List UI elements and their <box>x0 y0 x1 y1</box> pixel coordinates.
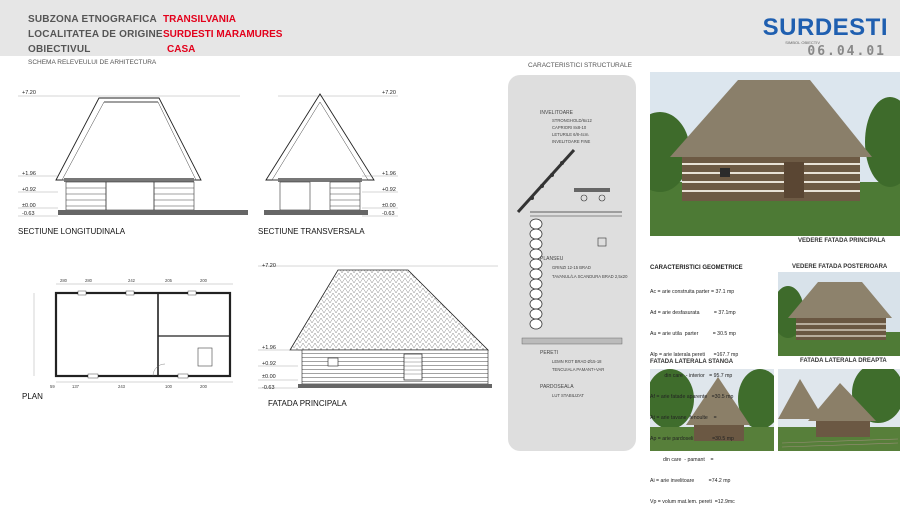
level-196: +1.96 <box>22 171 36 177</box>
geometry-line: Ad = arie desfasurata = 37.1mp <box>650 310 736 316</box>
plan-dim-bottom-5: 200 <box>200 384 207 389</box>
level-000-trans: ±0.00 <box>382 203 396 209</box>
geometry-line: Vp = volum mat.lem. pereti =12.9mc <box>650 499 735 505</box>
brand-subtitle: SIMBOL OBIECTIV <box>785 40 820 45</box>
geometry-line: din care - pamant = <box>650 457 714 463</box>
pereti-item-2: TENCUIALA PAMANT+VAR <box>552 367 605 372</box>
geometry-line: Ai = arie invelitoare =74.2 mp <box>650 478 731 484</box>
structure-title: CARACTERISTICI STRUCTURALE <box>528 62 633 69</box>
plan-dim-top-3: 242 <box>128 278 135 283</box>
geometry-line: Ap = arie pardoseli =30.5 mp <box>650 436 734 442</box>
plan-dim-bottom-4: 100 <box>165 384 172 389</box>
level-092-facade: +0.92 <box>262 361 276 367</box>
geometry-line: Au = arie utila parter = 30.5 mp <box>650 331 736 337</box>
plan-dim-top-5: 200 <box>200 278 207 283</box>
subzone-value: TRANSILVANIA <box>163 14 236 25</box>
origin-label: LOCALITATEA DE ORIGINE <box>28 29 163 40</box>
caption-photo-front: VEDERE FATADA PRINCIPALA <box>798 238 886 244</box>
planseu-label: PLANSEU <box>540 256 564 262</box>
subzone-label: SUBZONA ETNOGRAFICA <box>28 14 157 25</box>
plan-drawing <box>28 278 243 390</box>
object-label: OBIECTIVUL <box>28 44 91 55</box>
origin-value: SURDESTI MARAMURES <box>163 29 283 40</box>
caption-facade: FATADA PRINCIPALA <box>268 399 347 408</box>
inv-item-4: INVELITOARE FINE <box>552 139 591 144</box>
plan-dim-top-2: 280 <box>85 278 92 283</box>
caption-plan: PLAN <box>22 392 43 401</box>
level-196-facade: +1.96 <box>262 345 276 351</box>
pardoseala-item-1: LUT STABILIZAT <box>552 393 584 398</box>
level-top-facade: +7.20 <box>262 263 276 269</box>
structure-detail-drawing <box>512 148 632 358</box>
schema-title: SCHEMA RELEVEULUI DE ARHITECTURA <box>28 59 157 66</box>
object-code: 06.04.01 <box>807 44 886 59</box>
planseu-item-2: TAVANUL/LA SCANDURA BRAD 2,5x20 <box>552 274 628 279</box>
level-neg-facade: -0.63 <box>262 385 275 391</box>
caption-photo-left: FATADA LATERALA STANGA <box>650 359 734 365</box>
photo-back-facade <box>778 272 900 356</box>
caption-section-transversal: SECTIUNE TRANSVERSALA <box>258 227 365 236</box>
plan-dim-bottom-2: 137 <box>72 384 79 389</box>
caption-photo-back: VEDERE FATADA POSTERIOARA <box>792 264 888 270</box>
photo-front-facade <box>650 72 900 236</box>
level-000: ±0.00 <box>22 203 36 209</box>
plan-dim-top-1: 280 <box>60 278 67 283</box>
geometry-line: Ac = arie construita parter = 37.1 mp <box>650 289 735 295</box>
pereti-label: PERETI <box>540 350 559 356</box>
level-196-trans: +1.96 <box>382 171 396 177</box>
level-top: +7.20 <box>22 90 36 96</box>
geometry-line: din care - interior = 95.7 mp <box>650 373 733 379</box>
level-neg: -0.63 <box>22 211 35 217</box>
pereti-item-1: LEMN ROT BRAD Ø15-18 <box>552 359 602 364</box>
level-092-trans: +0.92 <box>382 187 396 193</box>
inv-item-3: LETURILE 6/8-4cm. <box>552 132 590 137</box>
geometry-line: Af = arie fatade aparente =30.5 mp <box>650 394 734 400</box>
object-value: CASA <box>167 44 196 55</box>
geometry-list <box>650 275 738 513</box>
planseu-item-1: GRINZI 12-15 BRAD <box>552 265 591 270</box>
geometry-line: At = arie tavane fenoulte = <box>650 415 717 421</box>
inv-item-1: STRONGHOLD/6x12 <box>552 118 592 123</box>
section-longitudinal-drawing <box>18 88 248 228</box>
inv-label: INVELITOARE <box>540 110 573 116</box>
photo-right-facade <box>778 369 900 451</box>
caption-photo-right: FATADA LATERALA DREAPTA <box>800 358 887 364</box>
level-top-trans: +7.20 <box>382 90 396 96</box>
plan-dim-bottom-1: 59 <box>50 384 55 389</box>
level-092: +0.92 <box>22 187 36 193</box>
level-000-facade: ±0.00 <box>262 374 276 380</box>
plan-dim-bottom-3: 243 <box>118 384 125 389</box>
pardoseala-label: PARDOSEALA <box>540 384 574 390</box>
geometry-title: CARACTERISTICI GEOMETRICE <box>650 265 743 271</box>
level-neg-trans: -0.63 <box>382 211 395 217</box>
facade-drawing <box>258 258 498 398</box>
brand-title: SURDESTI <box>762 14 888 41</box>
inv-item-2: CAPRIORI 8x8-10 <box>552 125 587 130</box>
plan-dim-top-4: 205 <box>165 278 172 283</box>
caption-section-longitudinal: SECTIUNE LONGITUDINALA <box>18 227 126 236</box>
geometry-line: Alp = arie laterala pereti =167.7 mp <box>650 352 739 358</box>
